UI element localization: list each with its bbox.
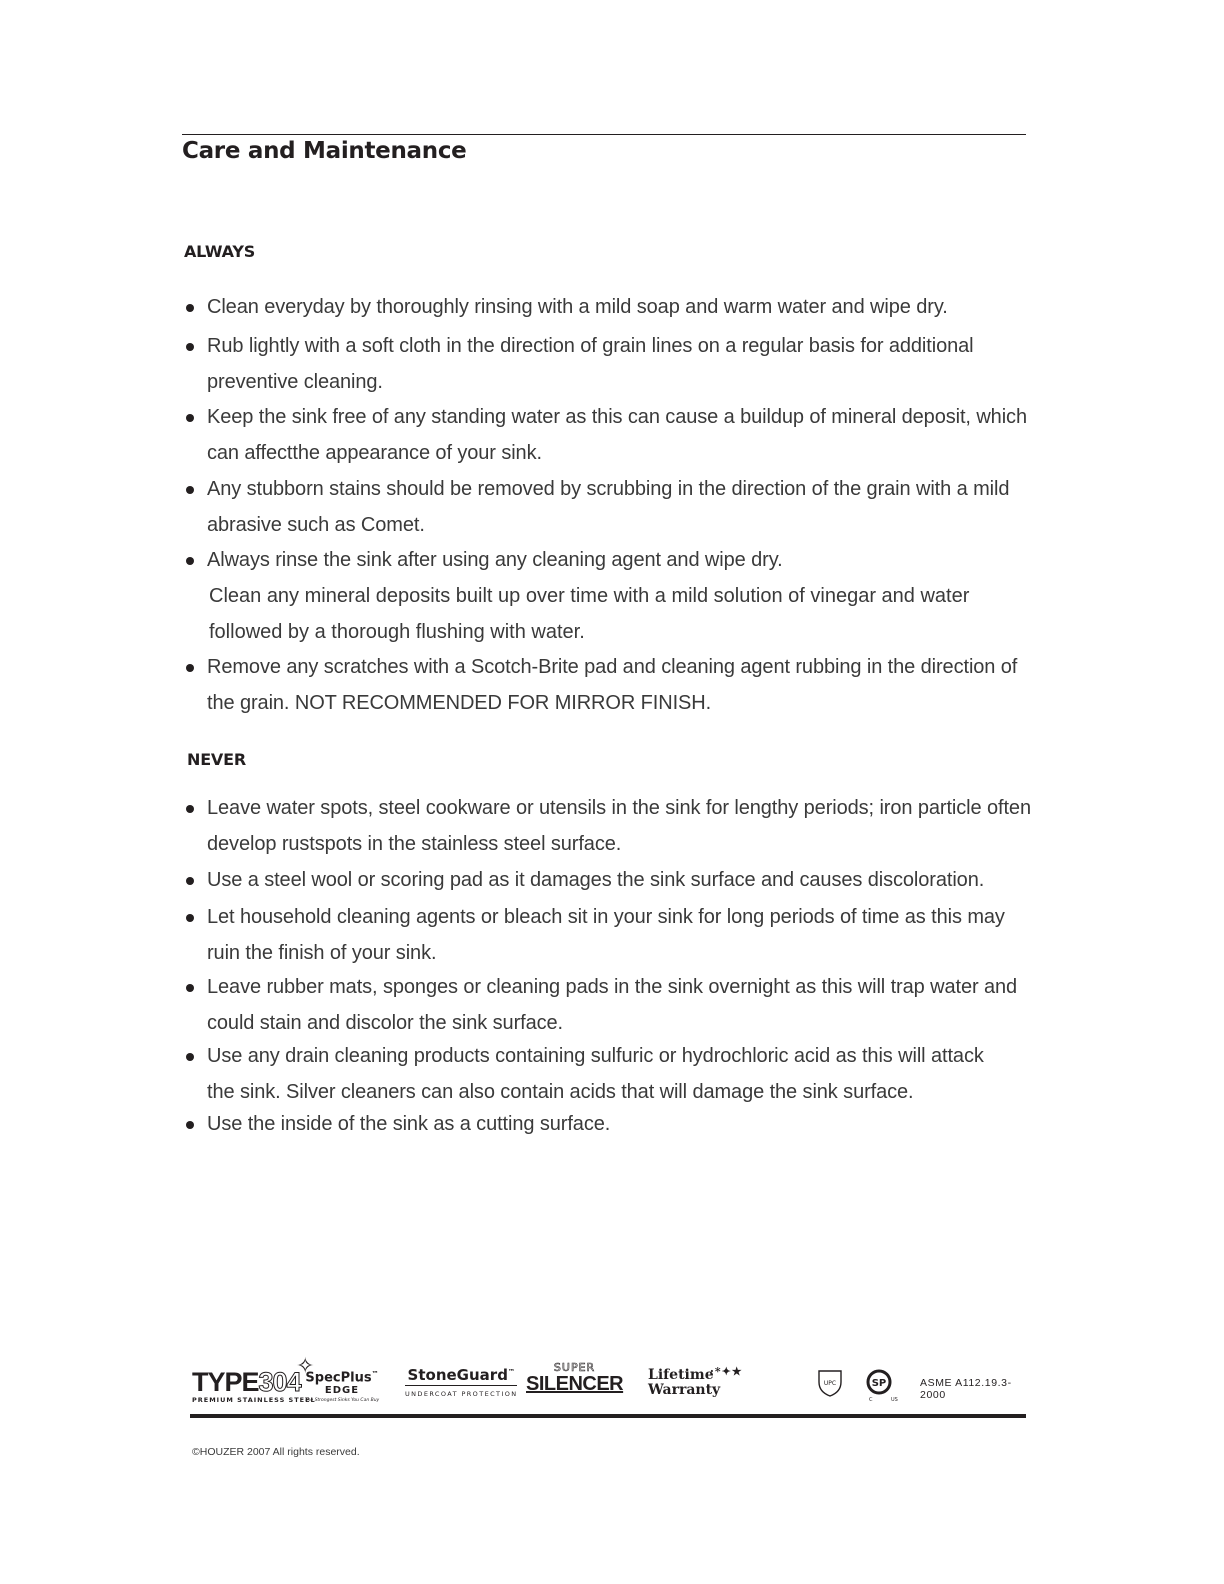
certification-logo-strip bbox=[190, 1356, 1030, 1410]
bullet-icon bbox=[186, 664, 194, 672]
star-icon: ✧ bbox=[296, 1354, 315, 1379]
svg-text:SP: SP bbox=[871, 1378, 887, 1389]
always-item: Any stubborn stains should be removed by scrubbing in the direction of the grain with a mild abrasive such as Comet. bbox=[186, 472, 1036, 543]
type304-logo: TYPE304 PREMIUM STAINLESS STEEL bbox=[192, 1367, 316, 1404]
upc-shield-icon bbox=[817, 1368, 843, 1398]
always-item: Rub lightly with a soft cloth in the direction of grain lines on a regular basis for additional preventive cleaning. bbox=[186, 329, 1006, 400]
bullet-icon bbox=[186, 914, 194, 922]
csa-mark-icon bbox=[866, 1368, 900, 1402]
always-item: Remove any scratches with a Scotch-Brite pad and cleaning agent rubbing in the direction of the grain. NOT RECOMMENDED FOR MIRROR FINISH. bbox=[186, 650, 1036, 721]
always-note: Clean any mineral deposits built up over time with a mild solution of vinegar and water followed by a thorough flushing with water. bbox=[209, 585, 970, 643]
bullet-icon bbox=[186, 877, 194, 885]
footer-rule bbox=[190, 1414, 1026, 1418]
never-item: Use the inside of the sink as a cutting surface. bbox=[186, 1107, 1046, 1143]
bullet-icon bbox=[186, 486, 194, 494]
bullet-icon bbox=[186, 1121, 194, 1129]
never-item: Use any drain cleaning products containing sulfuric or hydrochloric acid as this will attack the sink. Silver cleaners can also contain acids that will damage the sink surface. bbox=[186, 1039, 1006, 1110]
svg-text:UPC: UPC bbox=[823, 1380, 837, 1387]
bullet-icon bbox=[186, 984, 194, 992]
stoneguard-logo: StoneGuard™ UNDERCOAT PROTECTION bbox=[405, 1366, 518, 1398]
always-item: Keep the sink free of any standing water as this can cause a buildup of mineral deposit, which can affectthe appearance of your sink. bbox=[186, 400, 1046, 471]
bullet-icon bbox=[186, 414, 194, 422]
bullet-icon bbox=[186, 805, 194, 813]
bullet-icon bbox=[186, 343, 194, 351]
super-silencer-logo: SUPER SILENCER bbox=[526, 1361, 624, 1395]
stars-icon: ·*✦★ bbox=[710, 1365, 743, 1378]
never-item: Leave water spots, steel cookware or utensils in the sink for lengthy periods; iron particle often develop rustspots in the stainless steel surface. bbox=[186, 791, 1048, 862]
never-item: Leave rubber mats, sponges or cleaning pads in the sink overnight as this will trap water and could stain and discolor the sink surface. bbox=[186, 970, 1026, 1041]
copyright-text: ©HOUZER 2007 All rights reserved. bbox=[192, 1446, 360, 1458]
bullet-icon bbox=[186, 1053, 194, 1061]
specplus-edge-logo: ✧ SpecPlus™ EDGE The Strongest Sinks You Can Buy bbox=[296, 1354, 380, 1404]
page-title: Care and Maintenance bbox=[182, 138, 467, 164]
csa-logo bbox=[866, 1368, 900, 1402]
never-heading: NEVER bbox=[187, 750, 246, 769]
always-heading: ALWAYS bbox=[184, 242, 256, 261]
header-rule bbox=[182, 134, 1026, 135]
lifetime-warranty-logo: Lifetime Warranty ·*✦★ bbox=[648, 1365, 743, 1398]
always-item: Clean everyday by thoroughly rinsing with a mild soap and warm water and wipe dry. bbox=[186, 290, 1046, 326]
svg-text:C: C bbox=[869, 1397, 873, 1402]
always-item: Always rinse the sink after using any cleaning agent and wipe dry. bbox=[186, 543, 1046, 579]
svg-text:US: US bbox=[891, 1397, 898, 1402]
asme-standard-text: ASME A112.19.3-2000 bbox=[920, 1377, 1012, 1401]
never-item: Use a steel wool or scoring pad as it damages the sink surface and causes discoloration. bbox=[186, 863, 1046, 899]
bullet-icon bbox=[186, 304, 194, 312]
never-item: Let household cleaning agents or bleach sit in your sink for long periods of time as this may ruin the finish of your sink. bbox=[186, 900, 1026, 971]
bullet-icon bbox=[186, 557, 194, 565]
